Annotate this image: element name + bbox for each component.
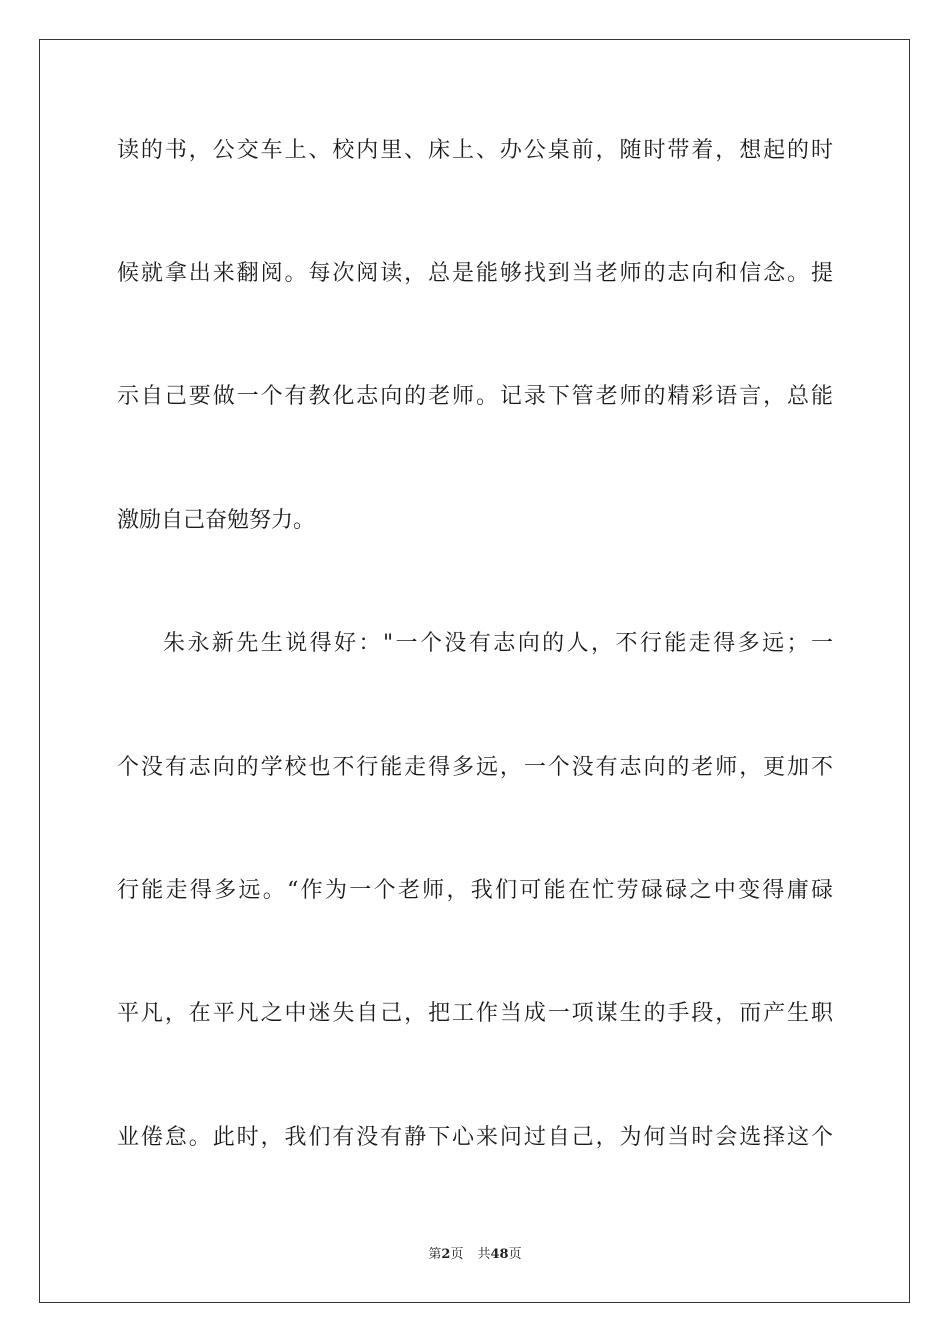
text-line: 示自己要做一个有教化志向的老师。记录下管老师的精彩语言，总能 (117, 384, 833, 409)
page-prefix: 第 (428, 1247, 442, 1262)
page-suffix: 页 (450, 1247, 464, 1262)
text-line: 行能走得多远。“作为一个老师，我们可能在忙劳碌碌之中变得庸碌 (117, 878, 833, 903)
text-line: 激励自己奋勉努力。 (117, 508, 316, 533)
page-border (39, 39, 910, 1303)
page-number: 2 (441, 1247, 451, 1262)
text-line: 个没有志向的学校也不行能走得多远，一个没有志向的老师，更加不 (117, 755, 833, 780)
text-line: 平凡，在平凡之中迷失自己，把工作当成一项谋生的手段，而产生职 (117, 1001, 833, 1026)
total-pages: 48 (490, 1247, 509, 1262)
total-prefix: 共 (477, 1247, 491, 1262)
page-footer (0, 1246, 950, 1264)
text-line: 业倦怠。此时，我们有没有静下心来问过自己，为何当时会选择这个 (117, 1125, 833, 1150)
total-suffix: 页 (508, 1247, 522, 1262)
text-line: 朱永新先生说得好："一个没有志向的人，不行能走得多远；一 (163, 631, 833, 656)
text-line: 读的书，公交车上、校内里、床上、办公桌前，随时带着，想起的时 (117, 138, 833, 163)
text-line: 候就拿出来翻阅。每次阅读，总是能够找到当老师的志向和信念。提 (117, 261, 833, 286)
